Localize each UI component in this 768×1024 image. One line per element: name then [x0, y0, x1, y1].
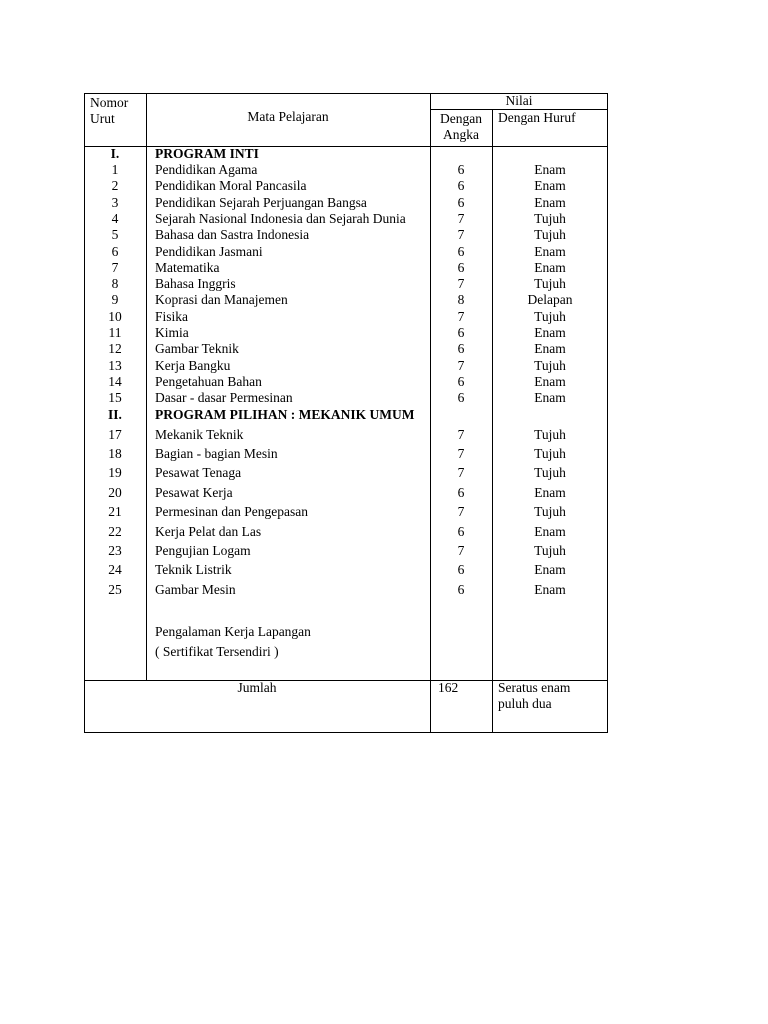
row-subject: Pendidikan Sejarah Perjuangan Bangsa	[155, 194, 367, 210]
row-subject: Koprasi dan Manajemen	[155, 292, 288, 308]
row-no: 13	[108, 357, 122, 373]
row-no: 17	[108, 427, 122, 442]
row-subject: Kimia	[155, 325, 189, 340]
row-angka: 7	[457, 357, 465, 373]
row-angka: 7	[457, 210, 465, 226]
grade-table	[84, 93, 608, 733]
row-huruf: Enam	[534, 341, 566, 357]
row-angka: 6	[457, 178, 465, 194]
note-line1: Pengalaman Kerja Lapangan	[155, 624, 311, 639]
row-no: 12	[108, 341, 122, 357]
row-angka: 7	[457, 543, 465, 558]
row-subject: Teknik Listrik	[155, 562, 232, 577]
row-no: 18	[108, 446, 122, 461]
row-no: 2	[111, 178, 119, 194]
row-no: 14	[108, 373, 122, 389]
row-angka: 7	[457, 308, 465, 324]
section-no: I.	[110, 146, 120, 161]
header-huruf: Dengan Huruf	[498, 110, 576, 125]
row-no: 3	[111, 194, 119, 210]
total-huruf-line2: puluh dua	[498, 696, 552, 711]
row-huruf: Enam	[534, 524, 566, 539]
row-huruf: Delapan	[527, 292, 573, 308]
row-angka: 6	[457, 341, 465, 357]
row-subject: Pesawat Kerja	[155, 485, 233, 500]
row-angka: 6	[457, 243, 465, 259]
row-no: 15	[108, 390, 122, 406]
row-subject: Matematika	[155, 259, 220, 275]
row-no: 19	[108, 465, 122, 480]
row-angka: 7	[457, 227, 465, 243]
row-angka: 6	[457, 162, 465, 177]
row-angka: 6	[457, 373, 465, 389]
row-angka: 7	[457, 427, 465, 442]
row-subject: Pendidikan Moral Pancasila	[155, 178, 307, 194]
row-huruf: Tujuh	[534, 308, 566, 324]
note-line2: ( Sertifikat Tersendiri )	[155, 644, 279, 659]
row-subject: Dasar - dasar Permesinan	[155, 390, 293, 406]
row-huruf: Enam	[534, 178, 566, 194]
row-subject: Pendidikan Jasmani	[155, 243, 263, 259]
row-subject: Bagian - bagian Mesin	[155, 446, 278, 461]
row-angka: 7	[457, 465, 465, 480]
total-angka: 162	[438, 680, 459, 695]
row-no: 1	[111, 162, 119, 177]
row-huruf: Enam	[534, 485, 566, 500]
row-subject: Sejarah Nasional Indonesia dan Sejarah Dunia	[155, 210, 406, 226]
row-no: 9	[111, 292, 119, 308]
row-no: 5	[111, 227, 119, 243]
row-no: 23	[108, 543, 122, 558]
total-huruf-line1: Seratus enam	[498, 680, 571, 695]
row-huruf: Enam	[534, 373, 566, 389]
row-angka: 7	[457, 276, 465, 292]
header-nilai: Nilai	[505, 93, 533, 108]
section-title: PROGRAM PILIHAN : MEKANIK UMUM	[155, 407, 415, 422]
header-angka-line2: Angka	[443, 127, 479, 142]
header-subject: Mata Pelajaran	[247, 109, 329, 124]
row-huruf: Enam	[534, 243, 566, 259]
row-huruf: Enam	[534, 582, 566, 597]
row-angka: 6	[457, 325, 465, 340]
header-angka-line1: Dengan	[440, 111, 482, 126]
row-subject: Pengetahuan Bahan	[155, 373, 262, 389]
row-subject: Permesinan dan Pengepasan	[155, 504, 308, 519]
header-no-line2: Urut	[90, 111, 115, 126]
row-no: 22	[108, 524, 122, 539]
row-no: 7	[111, 259, 119, 275]
total-label: Jumlah	[237, 680, 277, 695]
col-divider-no	[146, 93, 147, 680]
row-huruf: Enam	[534, 390, 566, 406]
row-angka: 6	[457, 582, 465, 597]
row-huruf: Tujuh	[534, 543, 566, 558]
row-huruf: Tujuh	[534, 504, 566, 519]
row-subject: Mekanik Teknik	[155, 427, 244, 442]
row-subject: Kerja Bangku	[155, 357, 231, 373]
row-no: 25	[108, 582, 122, 597]
row-huruf: Tujuh	[534, 427, 566, 442]
row-huruf: Tujuh	[534, 357, 566, 373]
row-angka: 6	[457, 390, 465, 406]
header-no-line1: Nomor	[90, 95, 129, 110]
row-huruf: Enam	[534, 162, 566, 177]
row-subject: Pesawat Tenaga	[155, 465, 242, 480]
row-no: 8	[111, 276, 119, 292]
row-no: 11	[108, 325, 122, 340]
row-subject: Fisika	[155, 308, 189, 324]
row-angka: 6	[457, 194, 465, 210]
row-angka: 7	[457, 446, 465, 461]
section-no: II.	[108, 407, 122, 422]
row-angka: 6	[457, 524, 465, 539]
row-subject: Kerja Pelat dan Las	[155, 524, 262, 539]
row-huruf: Enam	[534, 325, 566, 340]
row-subject: Gambar Mesin	[155, 582, 236, 597]
row-huruf: Enam	[534, 562, 566, 577]
row-huruf: Tujuh	[534, 465, 566, 480]
row-huruf: Tujuh	[534, 227, 566, 243]
row-subject: Pendidikan Agama	[155, 162, 258, 177]
row-subject: Gambar Teknik	[155, 341, 239, 357]
row-subject: Bahasa Inggris	[155, 276, 236, 292]
row-huruf: Tujuh	[534, 276, 566, 292]
row-angka: 6	[457, 485, 465, 500]
row-angka: 6	[457, 562, 465, 577]
row-subject: Bahasa dan Sastra Indonesia	[155, 227, 310, 243]
row-angka: 8	[457, 292, 465, 308]
row-subject: Pengujian Logam	[155, 543, 251, 558]
row-no: 6	[111, 243, 119, 259]
row-huruf: Tujuh	[534, 210, 566, 226]
section-title: PROGRAM INTI	[155, 146, 259, 161]
row-huruf: Tujuh	[534, 446, 566, 461]
row-no: 20	[108, 485, 122, 500]
row-angka: 6	[457, 259, 465, 275]
row-huruf: Enam	[534, 194, 566, 210]
row-huruf: Enam	[534, 259, 566, 275]
row-no: 24	[108, 562, 122, 577]
row-angka: 7	[457, 504, 465, 519]
row-no: 4	[111, 210, 119, 226]
row-no: 10	[108, 308, 122, 324]
row-no: 21	[108, 504, 122, 519]
